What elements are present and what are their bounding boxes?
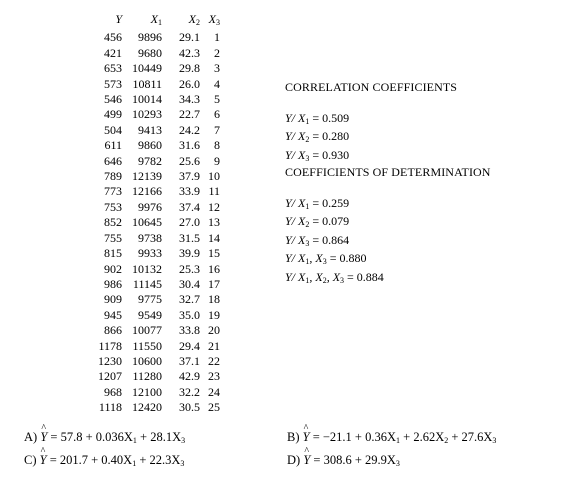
table-cell: 42.9 <box>179 369 200 384</box>
option-b-term2: + 2.62X <box>400 430 445 444</box>
table-cell: 1118 <box>98 400 122 415</box>
option-b-term1: = −21.1 + 0.36X <box>309 430 397 444</box>
table-row <box>92 138 220 153</box>
table-row <box>92 308 220 323</box>
table-cell: 12166 <box>132 184 162 199</box>
table-cell: 25 <box>208 400 220 415</box>
table-row <box>92 107 220 122</box>
table-body <box>92 30 220 415</box>
table-cell: 10293 <box>132 107 162 122</box>
option-a-sub2: 3 <box>181 436 186 445</box>
table-cell: 35.0 <box>179 307 200 322</box>
option-a-term1: = 57.8 + 0.036X <box>47 430 133 444</box>
header-x2-label: X <box>188 12 196 26</box>
table-row <box>92 277 220 292</box>
table-cell: 4 <box>214 76 220 91</box>
stat-part: Y/ X <box>285 214 306 229</box>
table-cell: 986 <box>104 276 122 291</box>
table-row <box>92 184 220 199</box>
table-cell: 9860 <box>138 138 162 153</box>
table-cell: 611 <box>104 138 122 153</box>
option-b-sub1: 1 <box>396 436 401 445</box>
option-d-sub1: 3 <box>395 459 400 468</box>
table-cell: 10 <box>208 169 220 184</box>
table-cell: 1230 <box>98 353 122 368</box>
table-cell: 37.1 <box>179 353 200 368</box>
option-b-sub2: 2 <box>444 436 449 445</box>
stat-part: = 0.880 <box>326 251 367 266</box>
table-cell: 18 <box>208 292 220 307</box>
table-cell: 19 <box>208 307 220 322</box>
stat-line <box>285 196 491 215</box>
option-a-sub1: 1 <box>132 436 137 445</box>
correlation-block <box>285 80 457 166</box>
table-cell: 26.0 <box>179 76 200 91</box>
table-row <box>92 61 220 76</box>
table-cell: 1 <box>214 30 220 45</box>
stat-part: 3 <box>322 257 327 267</box>
table-header <box>92 12 220 30</box>
table-cell: 10014 <box>132 92 162 107</box>
table-cell: 25.3 <box>179 261 200 276</box>
option-c-term1: = 201.7 + 0.40X <box>46 453 133 467</box>
table-cell: 499 <box>104 107 122 122</box>
correlation-title: CORRELATION COEFFICIENTS <box>285 80 458 94</box>
table-cell: 37.4 <box>179 199 200 214</box>
stat-part: 3 <box>340 275 345 285</box>
table-cell: 789 <box>104 169 122 184</box>
table-row <box>92 400 220 415</box>
stat-part: Y/ X <box>285 195 306 210</box>
table-cell: 9738 <box>138 230 162 245</box>
table-cell: 945 <box>104 307 122 322</box>
stat-part: , X <box>309 251 323 266</box>
table-cell: 11280 <box>132 369 162 384</box>
stat-part: = 0.259 <box>309 195 350 210</box>
table-cell: 31.6 <box>179 138 200 153</box>
table-cell: 12 <box>208 199 220 214</box>
option-c-term2: + 22.3X <box>136 453 181 467</box>
stat-part: Y/ X <box>285 269 306 284</box>
stat-part: Y/ X <box>285 232 306 247</box>
table-cell: 9 <box>214 153 220 168</box>
header-x1-sub: 1 <box>158 18 162 27</box>
header-x3-sub: 3 <box>216 18 220 27</box>
table-cell: 17 <box>208 276 220 291</box>
option-c-yhat: ^ Y <box>40 453 47 468</box>
table-cell: 9549 <box>138 307 162 322</box>
table-cell: 23 <box>208 369 220 384</box>
table-cell: 866 <box>104 323 122 338</box>
stat-line <box>285 111 457 130</box>
table-row <box>92 231 220 246</box>
table-cell: 30.5 <box>179 400 200 415</box>
table-row <box>92 215 220 230</box>
stat-part: = 0.884 <box>344 269 384 284</box>
table-cell: 504 <box>104 122 122 137</box>
table-cell: 755 <box>104 230 122 245</box>
table-cell: 10645 <box>132 215 162 230</box>
table-cell: 9680 <box>138 45 162 60</box>
option-c-label: C) <box>24 453 40 467</box>
table-cell: 1207 <box>98 369 122 384</box>
table-cell: 29.1 <box>179 30 200 45</box>
data-table <box>92 12 220 416</box>
table-cell: 39.9 <box>179 246 200 261</box>
table-cell: 968 <box>104 384 122 399</box>
table-cell: 33.9 <box>179 184 200 199</box>
table-cell: 5 <box>214 92 220 107</box>
option-a-label: A) <box>24 430 41 444</box>
determination-block <box>285 165 491 289</box>
table-cell: 32.7 <box>179 292 200 307</box>
stat-part: , X <box>326 269 341 284</box>
option-c-sub1: 1 <box>132 459 137 468</box>
option-d[interactable] <box>287 453 400 468</box>
table-cell: 10449 <box>132 61 162 76</box>
table-cell: 31.5 <box>179 230 200 245</box>
table-cell: 12100 <box>132 384 162 399</box>
stat-line <box>285 129 457 148</box>
stat-part: = 0.864 <box>309 232 350 247</box>
table-cell: 24 <box>208 384 220 399</box>
table-cell: 25.6 <box>179 153 200 168</box>
table-cell: 29.8 <box>179 61 200 76</box>
table-cell: 42.3 <box>179 45 200 60</box>
header-x1 <box>122 12 162 30</box>
table-cell: 6 <box>214 107 220 122</box>
stat-line <box>285 270 491 289</box>
table-row <box>92 169 220 184</box>
option-d-yhat: ^ Y <box>303 453 310 468</box>
table-row <box>92 354 220 369</box>
table-cell: 20 <box>208 323 220 338</box>
table-cell: 10077 <box>132 323 162 338</box>
table-cell: 902 <box>104 261 122 276</box>
table-cell: 13 <box>208 215 220 230</box>
table-cell: 573 <box>104 76 122 91</box>
table-cell: 9775 <box>138 292 162 307</box>
table-cell: 646 <box>104 153 122 168</box>
table-cell: 22.7 <box>179 107 200 122</box>
option-b-sub3: 3 <box>492 436 497 445</box>
table-row <box>92 385 220 400</box>
stat-part: 1 <box>305 257 310 267</box>
option-b[interactable] <box>287 430 496 445</box>
table-row <box>92 369 220 384</box>
table-row <box>92 262 220 277</box>
table-cell: 37.9 <box>179 169 200 184</box>
table-cell: 9782 <box>138 153 162 168</box>
determination-title: COEFFICIENTS OF DETERMINATION <box>285 165 491 179</box>
stat-part: 3 <box>305 153 310 163</box>
table-cell: 33.8 <box>179 323 200 338</box>
stat-line <box>285 251 491 270</box>
option-d-term1: = 308.6 + 29.9X <box>310 453 396 467</box>
table-cell: 32.2 <box>179 384 200 399</box>
table-cell: 3 <box>214 61 220 76</box>
stat-part: 2 <box>305 135 310 145</box>
stat-part: 1 <box>305 116 310 126</box>
stat-part: = 0.509 <box>309 110 350 125</box>
stat-line <box>285 233 491 252</box>
table-cell: 10132 <box>132 261 162 276</box>
stat-line <box>285 214 491 233</box>
header-x3 <box>200 12 220 30</box>
header-x3-label: X <box>208 12 216 26</box>
table-cell: 9933 <box>138 246 162 261</box>
table-cell: 9413 <box>138 122 162 137</box>
table-cell: 909 <box>104 292 122 307</box>
table-cell: 9976 <box>138 199 162 214</box>
option-c-sub2: 3 <box>180 459 185 468</box>
table-cell: 29.4 <box>179 338 200 353</box>
stat-part: Y/ X <box>285 110 306 125</box>
table-cell: 773 <box>104 184 122 199</box>
table-cell: 12139 <box>132 169 162 184</box>
table-cell: 9896 <box>138 30 162 45</box>
table-cell: 1178 <box>98 338 122 353</box>
table-row <box>92 92 220 107</box>
table-row <box>92 46 220 61</box>
stat-part: Y/ X <box>285 129 306 144</box>
table-row <box>92 292 220 307</box>
table-cell: 14 <box>208 230 220 245</box>
stat-part: = 0.930 <box>309 147 350 162</box>
table-row <box>92 77 220 92</box>
table-cell: 24.2 <box>179 122 200 137</box>
header-x2 <box>162 12 200 30</box>
header-y <box>92 12 122 30</box>
table-row <box>92 246 220 261</box>
stat-part: = 0.280 <box>309 129 350 144</box>
table-cell: 421 <box>104 45 122 60</box>
header-x1-label: X <box>150 12 158 26</box>
table-row <box>92 123 220 138</box>
option-b-yhat: ^ Y <box>303 430 310 445</box>
table-cell: 456 <box>104 30 122 45</box>
table-row <box>92 200 220 215</box>
table-cell: 546 <box>104 92 122 107</box>
table-cell: 34.3 <box>179 92 200 107</box>
table-cell: 653 <box>104 61 122 76</box>
correlation-list <box>285 111 457 167</box>
stat-part: 2 <box>305 220 310 230</box>
option-a-yhat: ^ Y <box>40 430 47 445</box>
option-a[interactable] <box>24 430 185 445</box>
stat-part: 1 <box>305 275 310 285</box>
stat-part: Y/ X <box>285 251 306 266</box>
table-row <box>92 154 220 169</box>
table-row <box>92 323 220 338</box>
stat-part: , X <box>309 269 323 284</box>
table-row <box>92 339 220 354</box>
table-cell: 11145 <box>132 276 162 291</box>
option-d-label: D) <box>287 453 304 467</box>
table-cell: 10600 <box>132 353 162 368</box>
stat-part: = 0.079 <box>309 214 350 229</box>
table-cell: 11550 <box>132 338 162 353</box>
table-cell: 21 <box>208 338 220 353</box>
option-c[interactable] <box>24 453 184 468</box>
option-b-term3: + 27.6X <box>448 430 493 444</box>
header-x2-sub: 2 <box>196 18 200 27</box>
stat-part: 2 <box>322 275 327 285</box>
table-cell: 12420 <box>132 400 162 415</box>
table-cell: 10811 <box>132 76 162 91</box>
determination-list <box>285 196 491 289</box>
stat-part: 3 <box>305 238 310 248</box>
header-y-label: Y <box>115 12 122 26</box>
option-a-term2: + 28.1X <box>136 430 182 444</box>
table-cell: 753 <box>104 199 122 214</box>
stat-part: Y/ X <box>285 147 306 162</box>
option-b-label: B) <box>287 430 303 444</box>
stat-part: 1 <box>305 201 310 211</box>
table-cell: 16 <box>208 261 220 276</box>
table-cell: 11 <box>208 184 220 199</box>
table-cell: 22 <box>208 353 220 368</box>
table-cell: 15 <box>208 246 220 261</box>
table-cell: 30.4 <box>179 276 200 291</box>
table-cell: 852 <box>104 215 122 230</box>
table-row <box>92 30 220 45</box>
table-cell: 7 <box>214 122 220 137</box>
table-cell: 8 <box>214 138 220 153</box>
table-cell: 815 <box>104 246 122 261</box>
table-cell: 27.0 <box>179 215 200 230</box>
stat-line <box>285 148 457 167</box>
table-cell: 2 <box>214 45 220 60</box>
